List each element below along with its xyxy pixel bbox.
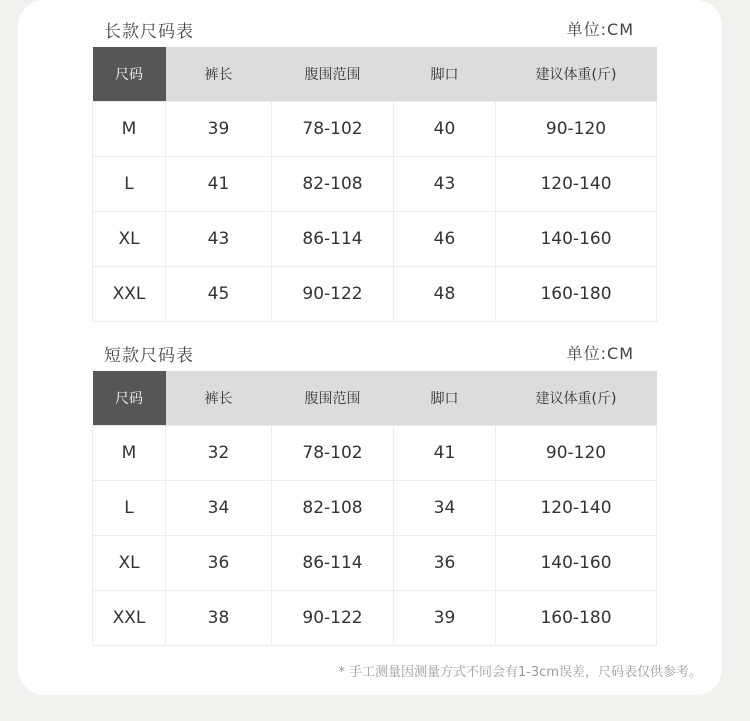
- hem-cell: 39: [394, 591, 496, 646]
- length-cell: 39: [166, 102, 272, 157]
- long-size-title: 长款尺码表: [104, 22, 194, 42]
- waist-cell: 82-108: [272, 481, 394, 536]
- header-weight: 建议体重(斤): [496, 371, 657, 426]
- hem-cell: 40: [394, 102, 496, 157]
- table-row: [93, 426, 657, 481]
- length-cell: 38: [166, 591, 272, 646]
- hem-cell: 48: [394, 267, 496, 322]
- weight-cell: 140-160: [496, 536, 657, 591]
- waist-cell: 90-122: [272, 591, 394, 646]
- length-cell: 43: [166, 212, 272, 267]
- waist-cell: 86-114: [272, 536, 394, 591]
- size-cell: XL: [93, 212, 166, 267]
- length-cell: 32: [166, 426, 272, 481]
- waist-cell: 78-102: [272, 426, 394, 481]
- hem-cell: 34: [394, 481, 496, 536]
- table-header-row: [93, 371, 657, 426]
- header-hem: 脚口: [394, 47, 496, 102]
- header-weight: 建议体重(斤): [496, 47, 657, 102]
- hem-cell: 43: [394, 157, 496, 212]
- table-row: [93, 102, 657, 157]
- size-cell: M: [93, 426, 166, 481]
- header-length: 裤长: [166, 47, 272, 102]
- weight-cell: 120-140: [496, 157, 657, 212]
- header-size: 尺码: [93, 371, 166, 426]
- long-size-table: [92, 47, 657, 322]
- waist-cell: 86-114: [272, 212, 394, 267]
- weight-cell: 140-160: [496, 212, 657, 267]
- size-cell: XXL: [93, 267, 166, 322]
- table-row: [93, 536, 657, 591]
- length-cell: 41: [166, 157, 272, 212]
- length-cell: 36: [166, 536, 272, 591]
- weight-cell: 160-180: [496, 591, 657, 646]
- waist-cell: 90-122: [272, 267, 394, 322]
- header-waist: 腹围范围: [272, 47, 394, 102]
- short-size-title: 短款尺码表: [104, 346, 194, 366]
- size-cell: M: [93, 102, 166, 157]
- length-cell: 45: [166, 267, 272, 322]
- waist-cell: 82-108: [272, 157, 394, 212]
- size-cell: L: [93, 157, 166, 212]
- size-cell: XL: [93, 536, 166, 591]
- table-row: [93, 157, 657, 212]
- size-cell: XXL: [93, 591, 166, 646]
- length-cell: 34: [166, 481, 272, 536]
- header-size: 尺码: [93, 47, 166, 102]
- weight-cell: 120-140: [496, 481, 657, 536]
- table-row: [93, 481, 657, 536]
- weight-cell: 90-120: [496, 102, 657, 157]
- waist-cell: 78-102: [272, 102, 394, 157]
- weight-cell: 160-180: [496, 267, 657, 322]
- table-row: [93, 212, 657, 267]
- hem-cell: 36: [394, 536, 496, 591]
- short-size-table: [92, 371, 657, 646]
- table-header-row: [93, 47, 657, 102]
- long-size-unit: 单位:CM: [566, 20, 634, 39]
- header-waist: 腹围范围: [272, 371, 394, 426]
- size-cell: L: [93, 481, 166, 536]
- weight-cell: 90-120: [496, 426, 657, 481]
- measurement-note: * 手工测量因测量方式不同会有1-3cm误差，尺码表仅供参考。: [338, 665, 702, 680]
- header-length: 裤长: [166, 371, 272, 426]
- hem-cell: 46: [394, 212, 496, 267]
- table-row: [93, 591, 657, 646]
- hem-cell: 41: [394, 426, 496, 481]
- table-row: [93, 267, 657, 322]
- header-hem: 脚口: [394, 371, 496, 426]
- short-size-unit: 单位:CM: [566, 344, 634, 363]
